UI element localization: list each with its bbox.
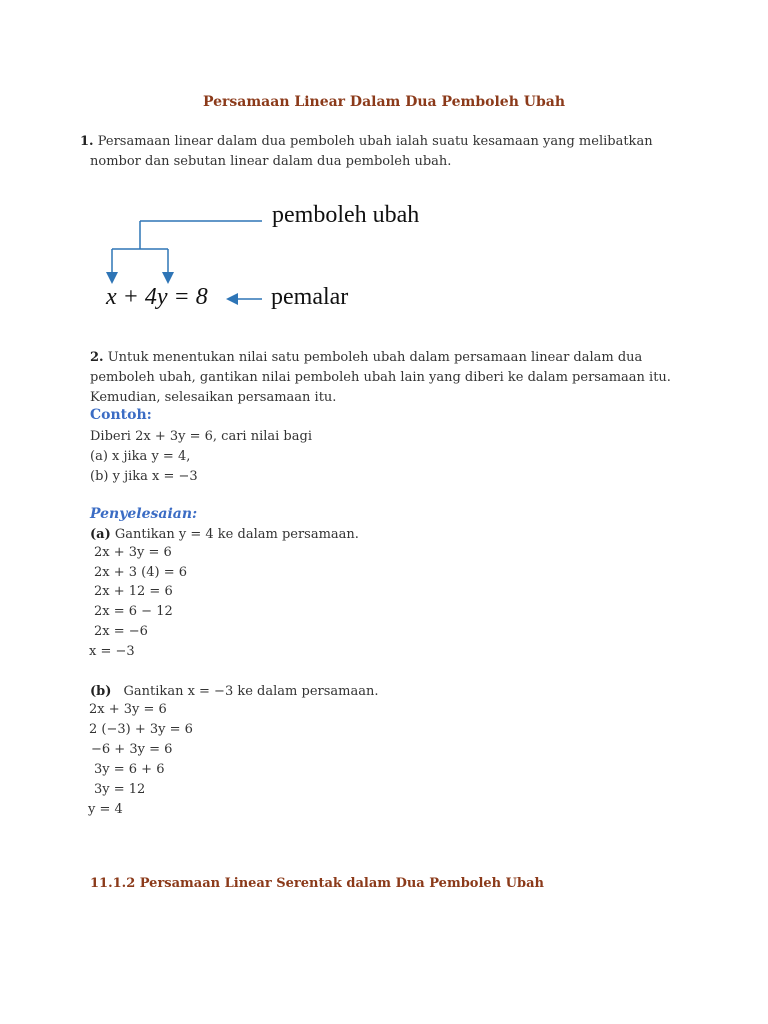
solution-a-step: 2x + 12 = 6 bbox=[94, 584, 173, 599]
solution-a-step: 2x + 3y = 6 bbox=[94, 545, 172, 560]
solution-label: Penyelesaian: bbox=[90, 506, 198, 522]
solution-b-header bbox=[90, 682, 378, 702]
solution-a-text: Gantikan y = 4 ke dalam persamaan. bbox=[114, 527, 359, 542]
example-part-b: (b) y jika x = −3 bbox=[90, 469, 198, 484]
next-section-heading: 11.1.2 Persamaan Linear Serentak dalam Dua Pemboleh Ubah bbox=[90, 876, 544, 891]
example-part-a: (a) x jika y = 4, bbox=[90, 449, 191, 464]
point-2 bbox=[90, 348, 642, 368]
variable-label: pemboleh ubah bbox=[272, 202, 420, 228]
point-2-line-3: Kemudian, selesaikan persamaan itu. bbox=[90, 390, 337, 405]
solution-b-step: 2 (−3) + 3y = 6 bbox=[89, 722, 193, 737]
solution-a-step: 2x = 6 − 12 bbox=[94, 604, 173, 619]
example-label: Contoh: bbox=[90, 407, 152, 423]
diagram-equation: x + 4y = 8 bbox=[106, 284, 208, 310]
solution-b-text: Gantikan x = −3 ke dalam persamaan. bbox=[123, 684, 379, 699]
solution-a-step: x = −3 bbox=[89, 644, 135, 659]
point-1-line-2: nombor dan sebutan linear dalam dua pemboleh ubah. bbox=[90, 154, 452, 169]
solution-b-label: (b) bbox=[90, 684, 112, 699]
solution-a-step: 2x + 3 (4) = 6 bbox=[94, 565, 188, 580]
solution-b-step: 3y = 12 bbox=[94, 782, 146, 797]
example-given: Diberi 2x + 3y = 6, cari nilai bagi bbox=[90, 429, 312, 444]
solution-a-step: 2x = −6 bbox=[94, 624, 148, 639]
solution-a-header bbox=[90, 525, 359, 545]
point-2-line-2: pemboleh ubah, gantikan nilai pemboleh ubah lain yang diberi ke dalam persamaan itu. bbox=[90, 370, 671, 385]
point-1-number: 1. bbox=[80, 134, 94, 149]
solution-b-step: 2x + 3y = 6 bbox=[89, 702, 167, 717]
solution-b-step: 3y = 6 + 6 bbox=[94, 762, 165, 777]
point-2-number: 2. bbox=[90, 350, 104, 365]
page-title: Persamaan Linear Dalam Dua Pemboleh Ubah bbox=[202, 94, 566, 110]
solution-b-step: −6 + 3y = 6 bbox=[91, 742, 173, 757]
solution-a-label: (a) bbox=[90, 527, 111, 542]
constant-label: pemalar bbox=[271, 284, 349, 310]
point-2-line-1: Untuk menentukan nilai satu pemboleh ubah dalam persamaan linear dalam dua bbox=[107, 350, 643, 365]
point-1-line-1: Persamaan linear dalam dua pemboleh ubah ialah suatu kesamaan yang melibatkan bbox=[97, 134, 653, 149]
solution-b-step: y = 4 bbox=[88, 802, 123, 817]
